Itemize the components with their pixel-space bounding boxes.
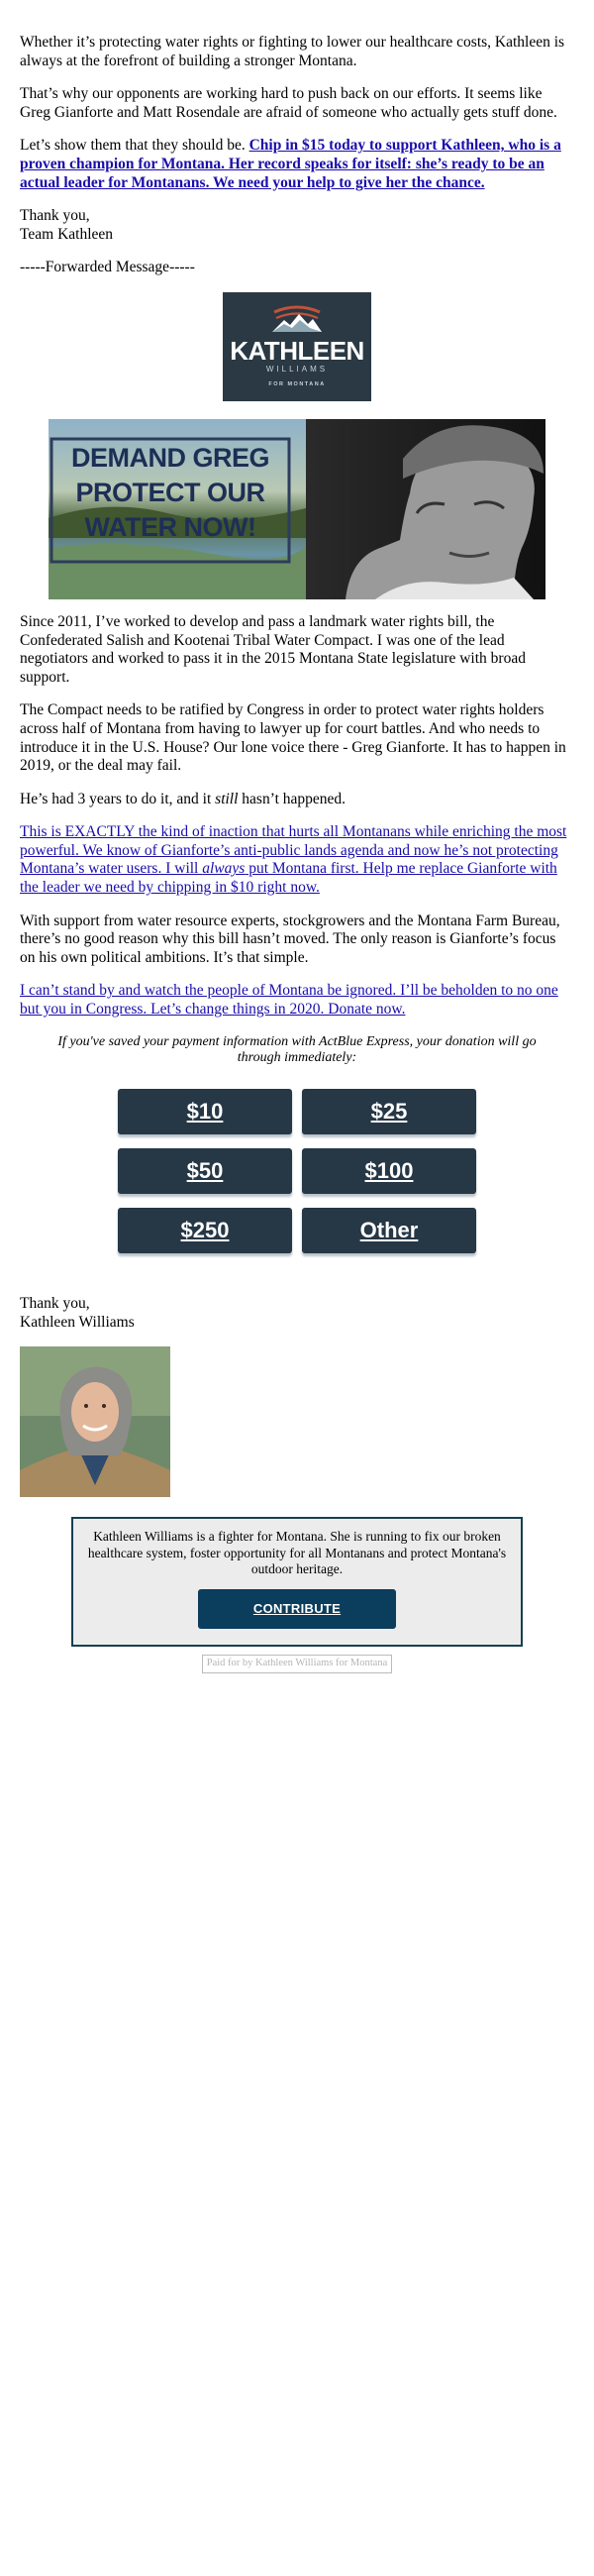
chip-in-10-link-emphasis: always: [202, 860, 246, 878]
actblue-disclaimer: If you've saved your payment information with ActBlue Express, your donation will go through immediately:: [57, 1033, 537, 1066]
body-paragraph-3: [20, 791, 574, 809]
team-signature: [20, 207, 574, 244]
donation-row: [118, 1208, 476, 1253]
body-paragraph-4: With support from water resource experts, stockgrowers and the Montana Farm Bureau, there’s no good reason why this bill hasn’t moved. The only reason is Gianforte’s focus on his own political ambitions. It’s that simple.: [20, 912, 560, 966]
candidate-photo: [20, 1346, 170, 1497]
candidate-signature: [20, 1295, 574, 1332]
signoff-thanks: Thank you,: [20, 1295, 90, 1313]
footer-description: Kathleen Williams is a fighter for Montana. She is running to fix our broken healthcare system, foster opportunity for all Montanans and protect Montana's outdoor heritage.: [87, 1529, 507, 1576]
donation-row: [118, 1089, 476, 1134]
banner-line-2: PROTECT OUR: [75, 477, 265, 507]
donate-100-button[interactable]: $100: [302, 1148, 476, 1194]
demand-greg-banner[interactable]: [49, 419, 545, 599]
contribute-footer-box: [71, 1517, 523, 1647]
donate-now-link[interactable]: I can’t stand by and watch the people of Montana be ignored. I’ll be beholden to no one but you in Congress. Let’s change things in 2020. Donate now.: [20, 982, 558, 1019]
forwarded-message-divider: -----Forwarded Message-----: [20, 259, 195, 276]
chip-in-10-link-a: This is EXACTLY the kind of inaction that hurts all Montanans while enriching the most powerful. We know of Gianforte’s anti-public lands agenda and now he’s not protecting Montana’s water users. I will: [20, 823, 567, 878]
intro-paragraph-3-text: Let’s show them that they should be.: [20, 137, 249, 155]
paid-for-disclaimer: Paid for by Kathleen Williams for Montana: [202, 1655, 393, 1673]
mountain-logo-icon: [272, 304, 322, 334]
team-name: Team Kathleen: [20, 225, 114, 243]
logo-tagline: FOR MONTANA: [268, 380, 326, 387]
donate-now-paragraph: [20, 982, 574, 1019]
logo-subtitle: WILLIAMS: [265, 364, 329, 374]
signoff-name: Kathleen Williams: [20, 1313, 135, 1331]
banner-text: [52, 441, 288, 545]
logo-name: KATHLEEN: [230, 335, 364, 366]
donation-amount-grid: [118, 1089, 476, 1253]
chip-in-15-link[interactable]: Chip in $15 today to support Kathleen, who is a proven champion for Montana. Her record speaks for itself: she’s ready to be an actual leader for Montanans. We need your help to give her the chance.: [20, 137, 561, 191]
donation-row: [118, 1148, 476, 1194]
intro-paragraph-1: Whether it’s protecting water rights or fighting to lower our healthcare costs, Kathleen is always at the forefront of building a stronger Montana.: [20, 34, 565, 69]
donate-10-button[interactable]: $10: [118, 1089, 292, 1134]
intro-paragraph-3: [20, 137, 574, 192]
body-paragraph-3-a: He’s had 3 years to do it, and it: [20, 790, 216, 807]
candidate-portrait-image: [20, 1346, 170, 1497]
body-paragraph-3-b: hasn’t happened.: [238, 790, 346, 807]
donate-250-button[interactable]: $250: [118, 1208, 292, 1253]
banner-line-3: WATER NOW!: [84, 511, 256, 542]
donate-50-button[interactable]: $50: [118, 1148, 292, 1194]
chip-in-10-link-b: put Montana first. Help me replace Gianforte with the leader we need by chipping in $10 right now.: [20, 860, 557, 897]
contribute-button[interactable]: CONTRIBUTE: [198, 1589, 396, 1629]
banner-line-1: DEMAND GREG: [70, 442, 269, 473]
donate-other-button[interactable]: Other: [302, 1208, 476, 1253]
donate-25-button[interactable]: $25: [302, 1089, 476, 1134]
body-paragraph-3-emphasis: still: [215, 790, 239, 807]
inaction-link-paragraph: [20, 823, 574, 897]
chip-in-10-link[interactable]: [20, 823, 566, 896]
kathleen-williams-logo: [223, 292, 371, 401]
body-paragraph-1: Since 2011, I’ve worked to develop and pass a landmark water rights bill, the Confederated Salish and Kootenai Tribal Water Compact. I was one of the lead negotiators and worked to pass it in the 2015 Montana State legislature with broad support.: [20, 612, 526, 686]
intro-paragraph-2: That’s why our opponents are working hard to push back on our efforts. It seems like Greg Gianforte and Matt Rosendale are afraid of someone who actually gets stuff done.: [20, 85, 557, 121]
body-paragraph-2: The Compact needs to be ratified by Congress in order to protect water rights holders across half of Montana from having to lawyer up for court battles. And who needs to introduce it in the U.S. House? Our lone voice there - Greg Gianforte. It has to happen in 2019, or the deal may fail.: [20, 701, 566, 775]
team-thanks: Thank you,: [20, 207, 90, 225]
